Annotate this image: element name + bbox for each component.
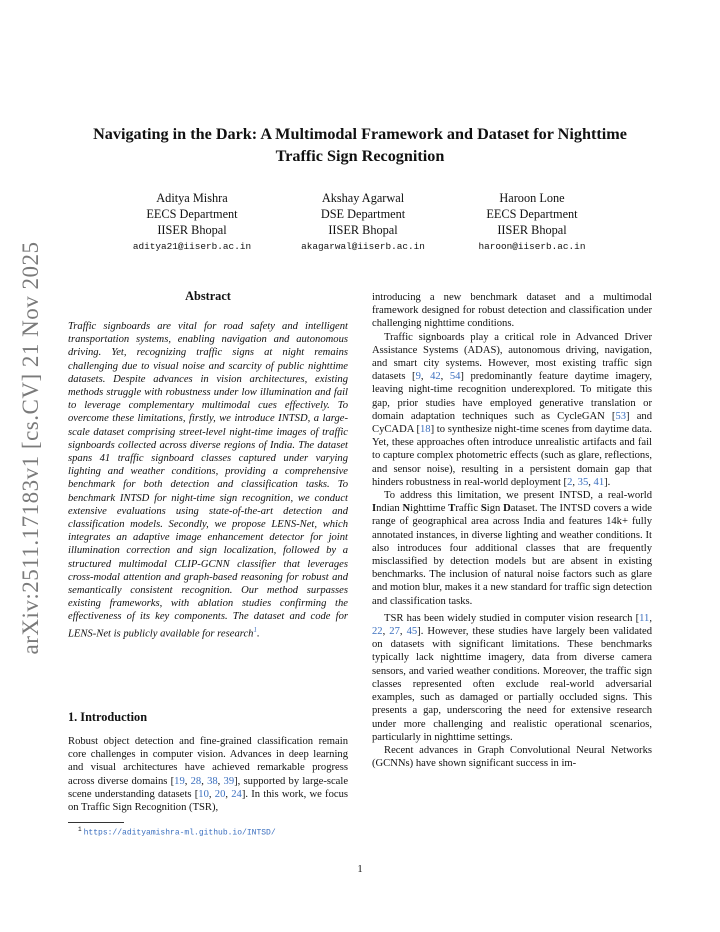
author-dept: DSE Department — [320, 207, 406, 221]
author-dept: EECS Department — [486, 207, 578, 221]
abstract-heading: Abstract — [185, 289, 231, 303]
citation-link[interactable]: 42 — [430, 371, 441, 383]
citation-link[interactable]: 28 — [190, 775, 202, 787]
footnote-number: 1 — [78, 826, 82, 833]
intro-paragraph: Robust object detection and fine-grained classification remain core challenges in computer vision. Advances in deep learning and visual architectures have achieved remarkable progress across diverse domains [19, 28, 38, 39], supported by large-scale scene understanding datasets [10, 20, 24]. In this work, we focus on Traffic Sign Recognition (TSR), — [68, 736, 349, 814]
dataset-url-link[interactable]: https://adityamishra-ml.github.io/INTSD/ — [83, 828, 276, 838]
author-name: Aditya Mishra — [156, 191, 228, 205]
author-email: akagarwal@iiserb.ac.in — [301, 241, 425, 252]
citation-link[interactable]: 2 — [567, 476, 573, 488]
citation-link[interactable]: 24 — [231, 788, 242, 800]
paragraph: Traffic signboards play a critical role in Advanced Driver Assistance Systems (ADAS), autonomous driving, navigation, and smart city systems. However, most existing traffic sign datasets [9, 42, 54] predominantly feature daytime imagery, leaving night-time recognition underexplored. To mitigate this gap, prior studies have employed generative translation or domain adaptation techniques such as CycleGAN [53] and CyCADA [18] to synthesize night-time scenes from daytime data. Yet, these approaches often introduce unrealistic artifacts and fail to capture complex photometric effects (such as glare, reflections, and sensor noise), resulting in a persistent domain gap that hinders robustness in real-world deployment [2, 35, 41]. — [372, 331, 653, 488]
author-email: aditya21@iiserb.ac.in — [132, 241, 252, 252]
citation-link[interactable]: 19 — [174, 775, 185, 787]
footnote-divider — [68, 822, 124, 823]
arxiv-identifier — [14, 241, 48, 655]
footnote-mark[interactable]: 1 — [253, 625, 257, 634]
page-number: 1 — [357, 864, 363, 875]
citation-link[interactable]: 10 — [198, 788, 209, 800]
citation-link[interactable]: 54 — [449, 371, 461, 383]
citation-link[interactable]: 11 — [639, 612, 650, 624]
citation-link[interactable]: 38 — [207, 775, 218, 787]
author-inst: IISER Bhopal — [157, 223, 227, 237]
paragraph: Recent advances in Graph Convolutional Neural Networks (GCNNs) have shown significant success in im- — [372, 744, 652, 770]
right-column — [372, 291, 652, 770]
author-name: Akshay Agarwal — [321, 191, 405, 205]
citation-link[interactable]: 18 — [420, 424, 431, 436]
citation-link[interactable]: 20 — [214, 788, 226, 800]
paragraph: introducing a new benchmark dataset and a multimodal framework designed for robust detection and classification under challenging nighttime conditions. — [372, 292, 652, 330]
section-heading-introduction: 1. Introduction — [68, 710, 148, 724]
author-inst: IISER Bhopal — [497, 223, 567, 237]
abstract-text: Traffic signboards are vital for road safety and intelligent transportation systems, enabling navigation and autonomous driving. Yet, recognizing traffic signs at night remains challenging due to visual noise and scarcity of public nighttime datasets. Despite advances in vision architectures, existing methods struggle with robustness under low illumination and fail to leverage complementary multimodal cues effectively. To overcome these limitations, firstly, we introduce INTSD, a large-scale dataset comprising street-level night-time images of traffic signboards collected across diverse regions of India. The dataset spans 41 traffic signboard classes captured under varying lighting and weather conditions, providing a comprehensive benchmark for both detection and classification tasks. To benchmark INTSD for night-time sign recognition, we conduct extensive evaluations using state-of-the-art detection and classification models. Secondly, we propose LENS-Net, which integrates an adaptive image enhancement detector for joint illumination correction and sign localization, followed by a structured multimodal CLIP-GCNN classifier that leverages cross-modal attention and graph-based reasoning for robust and semantically consistent recognition. Our method surpasses existing frameworks, with ablation studies confirming the effectiveness of its key components. The dataset and code for LENS-Net is publicly available for research$^1$. — [68, 321, 348, 640]
paper-title: Navigating in the Dark: A Multimodal Framework and Dataset for Nighttime Traffic Sign Recognition — [93, 125, 627, 165]
footnote — [78, 826, 276, 838]
citation-link[interactable]: 45 — [406, 626, 418, 638]
citation-link[interactable]: 27 — [389, 626, 400, 638]
citation-link[interactable]: 41 — [593, 476, 605, 488]
citation-link[interactable]: 53 — [615, 410, 627, 422]
author-email: haroon@iiserb.ac.in — [478, 241, 586, 252]
abstract-body: Traffic signboards are vital for road safety and intelligent transportation systems, enabling navigation and autonomous driving. Yet, recognizing traffic signs at night remains challenging due to visual noise and scarcity of public nighttime datasets. Despite advances in vision architectures, existing methods struggle with robustness under low illumination and fail to leverage complementary multimodal cues effectively. To overcome these limitations, firstly, we introduce INTSD, a large-scale dataset comprising street-level night-time images of traffic signboards collected across diverse regions of India. The dataset spans 41 traffic signboard classes captured under varying lighting and weather conditions, providing a comprehensive benchmark for both detection and classification tasks. To benchmark INTSD for night-time sign recognition, we conduct extensive evaluations using state-of-the-art detection and classification models. Secondly, we propose LENS-Net, which integrates an adaptive image enhancement detector for joint illumination correction and sign localization, followed by a structured multimodal CLIP-GCNN classifier that leverages cross-modal attention and graph-based reasoning for robust and semantically consistent recognition. Our method surpasses existing frameworks, with ablation studies confirming the effectiveness of its key components. The dataset and code for LENS-Net is publicly available for research — [68, 321, 348, 640]
arxiv-id-text: arXiv:2511.17183v1 [cs.CV] 21 Nov 2025 — [18, 241, 43, 655]
author-block-3 — [422, 190, 642, 255]
citation-link[interactable]: 35 — [577, 476, 589, 488]
paragraph: To address this limitation, we present INTSD, a real-world Indian Nighttime Traffic Sign Dataset. The INTSD covers a wide range of geographical area across India and features 14k+ fully annotated instances, in diverse lighting and weather conditions. It also introduces four additional classes that are frequently misclassified by detection models but are absent in existing benchmarks. The inclusion of natural noise factors such as glare and motion blur, makes it a new standard for traffic sign detection and classification tasks. — [372, 490, 652, 607]
citation-link[interactable]: 22 — [372, 626, 383, 638]
author-dept: EECS Department — [146, 207, 238, 221]
citation-link[interactable]: 39 — [223, 775, 235, 787]
author-inst: IISER Bhopal — [328, 223, 398, 237]
paragraph: TSR has been widely studied in computer vision research [11, 22, 27, 45]. However, these studies have largely been validated on datasets with significant limitations. These benchmarks typically lack nighttime imagery, data from diverse camera sensors, and varied weather conditions. Moreover, the traffic sign classes represented often exclude real-world adversarial examples, such as damaged or partially occluded signs. This presents a gap, underscoring the need for extensive research under more challenging and realistic operational scenarios, particularly in nighttime settings. — [372, 612, 652, 743]
citation-link[interactable]: 9 — [415, 371, 421, 383]
author-name: Haroon Lone — [499, 191, 565, 205]
